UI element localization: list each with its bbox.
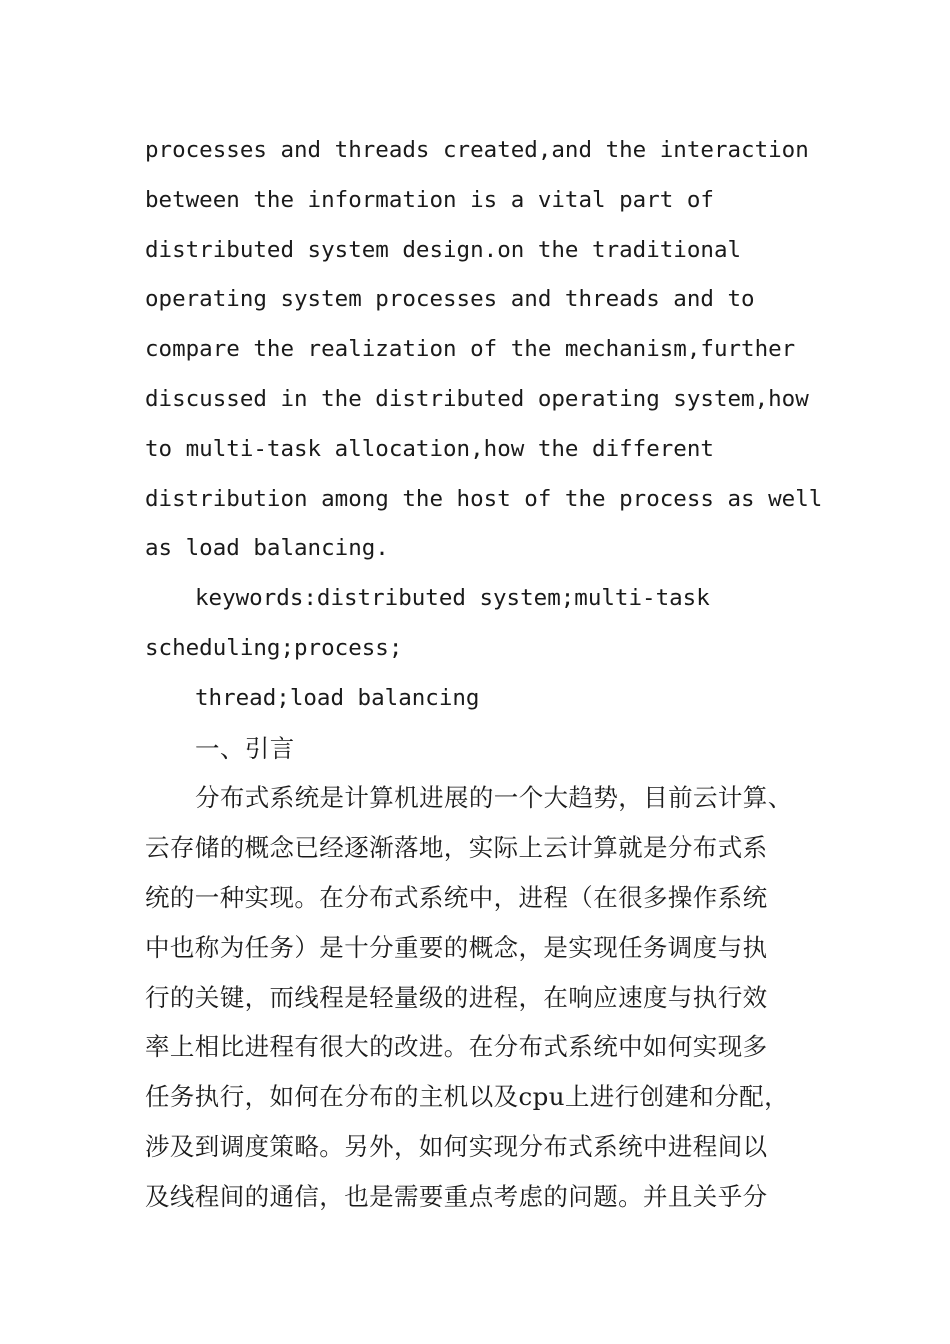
intro-line: 行的关键，而线程是轻量级的进程，在响应速度与执行效 — [145, 982, 768, 1012]
intro-line: 率上相比进程有很大的改进。在分布式系统中如何实现多 — [145, 1032, 768, 1062]
body-text — [145, 126, 825, 1222]
abstract-line: discussed in the distributed operating system,how — [145, 385, 809, 412]
abstract-line: operating system processes and threads and to — [145, 286, 755, 313]
intro-line: 分布式系统是计算机进展的一个大趋势，目前云计算、 — [195, 783, 793, 813]
intro-line: 统的一种实现。在分布式系统中，进程（在很多操作系统 — [145, 882, 768, 912]
intro-line: 涉及到调度策略。另外，如何实现分布式系统中进程间以 — [145, 1131, 768, 1161]
abstract-line: as load balancing. — [145, 535, 389, 562]
section-heading: 一、引言 — [195, 733, 295, 763]
abstract-paragraph — [145, 126, 825, 574]
intro-line: 任务执行，如何在分布的主机以及cpu上进行创建和分配， — [145, 1082, 789, 1112]
keywords-line: scheduling;process; — [145, 634, 403, 661]
intro-line: 及线程间的通信，也是需要重点考虑的问题。并且关乎分 — [145, 1181, 768, 1211]
abstract-line: compare the realization of the mechanism,further — [145, 336, 796, 363]
abstract-line: to multi-task allocation,how the different — [145, 435, 714, 462]
abstract-line: distribution among the host of the process as well — [145, 485, 823, 512]
abstract-line: between the information is a vital part of — [145, 186, 714, 213]
keywords-paragraph — [145, 574, 825, 723]
abstract-line: distributed system design.on the traditional — [145, 236, 742, 263]
keywords-line: keywords:distributed system;multi-task — [195, 585, 710, 612]
keywords-line: thread;load balancing — [195, 684, 480, 711]
intro-paragraph — [145, 773, 825, 1221]
intro-line: 云存储的概念已经逐渐落地，实际上云计算就是分布式系 — [145, 833, 768, 863]
intro-line: 中也称为任务）是十分重要的概念，是实现任务调度与执 — [145, 932, 768, 962]
abstract-line: processes and threads created,and the interaction — [145, 137, 809, 163]
